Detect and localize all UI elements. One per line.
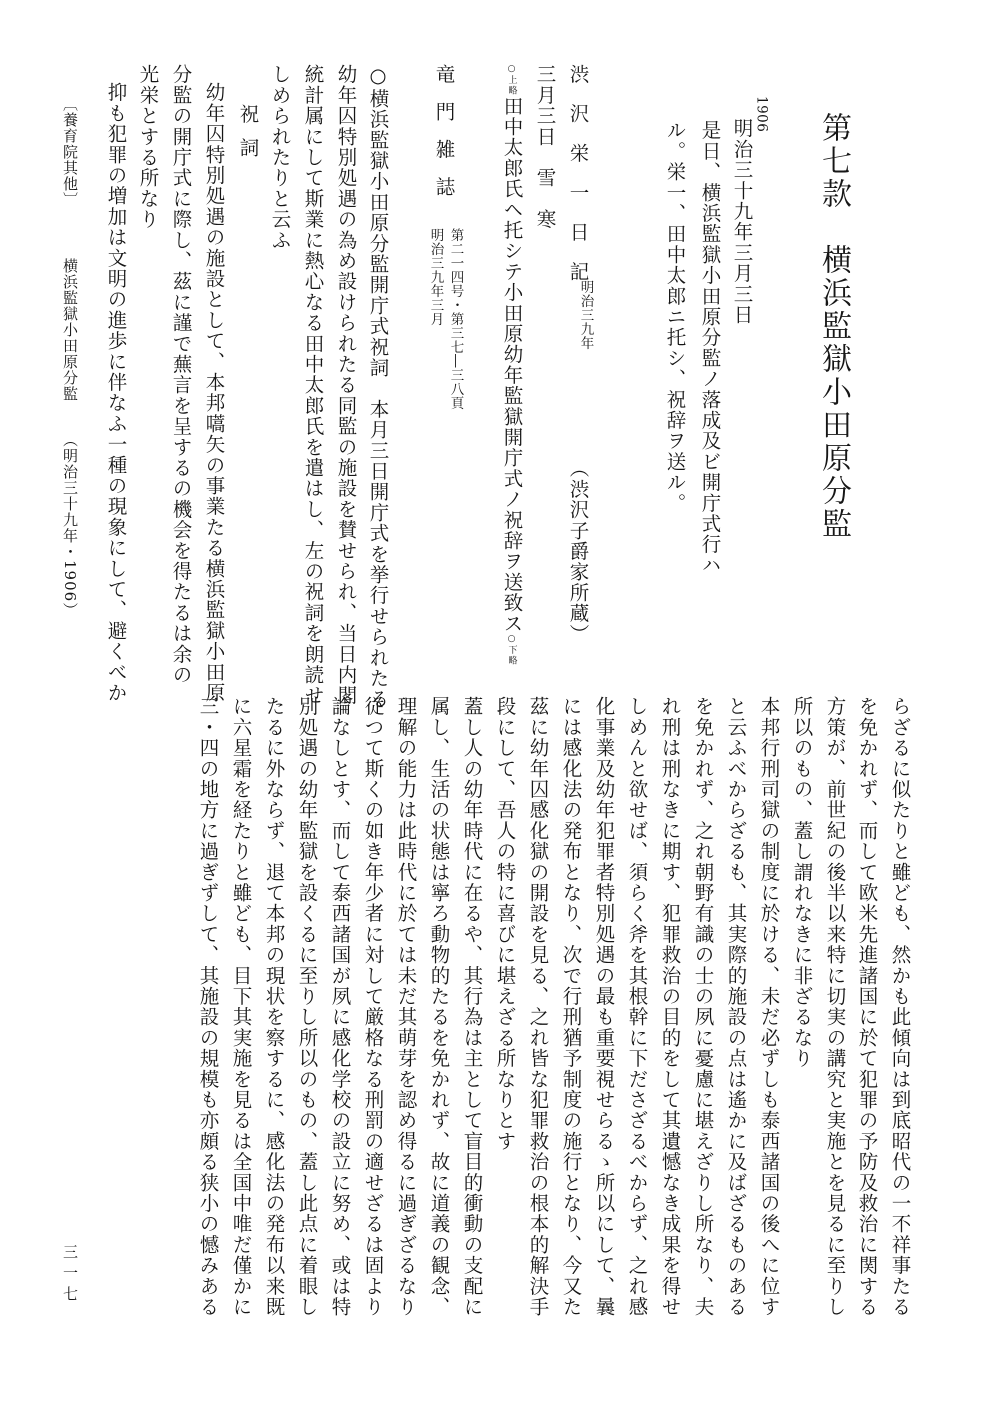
- body-column-14: 蓋し人の幼年時代に在るや、其行為は主として盲目的衝動の支配に: [460, 696, 484, 1317]
- omission-mark-bottom: ○下略: [506, 633, 517, 666]
- body-column-7: を免かれず、之れ朝野有識の士の夙に憂慮に堪えざりし所なり、夫: [691, 696, 715, 1317]
- entry-date: 明治三十九年三月三日: [730, 118, 754, 325]
- body-column-11: には感化法の発布となり、次で行刑猶予制度の施行となり、今又た: [559, 696, 583, 1317]
- shukushi-line-2: 分監の開庁式に際し、茲に謹で蕪言を呈するの機会を得たるは余の: [169, 64, 193, 685]
- body-column-18: 論なしとす、而して泰西諸国が夙に感化学校の設立に努め、或は特: [328, 696, 352, 1318]
- body-column-3: 方策が、前世紀の後半以来特に切実の講究と実施とを見るに至りし: [823, 696, 847, 1317]
- body-column-20: たるに外ならず、退て本邦の現状を察するに、感化法の発布以来既: [262, 696, 286, 1317]
- magazine-issue: 第二一四号・第三七―三八頁: [447, 228, 464, 410]
- shukushi-line-4: 抑も犯罪の増加は文明の進歩に伴なふ一種の現象にして、避くべか: [104, 82, 128, 703]
- magazine-para1-line-4: しめられたりと云ふ: [268, 64, 292, 251]
- section-title: 第七款 横浜監獄小田原分監: [816, 112, 851, 541]
- footer-category: 〔養育院其他〕: [61, 96, 79, 208]
- body-column-16: 理解の能力は此時代に於ては未だ其萌芽を認め得るに過ぎざるなり: [394, 696, 418, 1317]
- page-number: 三一七: [61, 1244, 79, 1307]
- diary-year: 明治三九年: [577, 280, 594, 350]
- shukushi-line-1: 幼年囚特別処遇の施設として、本邦嚆矢の事業たる横浜監獄小田原: [202, 82, 226, 703]
- body-column-17: 従つて斯くの如き年少者に対して厳格なる刑罰の適せざるは固より: [361, 696, 385, 1317]
- magazine-title: 竜門雑誌: [432, 64, 456, 214]
- shukushi-heading: 祝詞: [236, 104, 260, 171]
- magazine-para1-line-2: 幼年囚特別処遇の為め設けられたる同監の施設を賛せられ、当日内閣: [334, 64, 358, 706]
- entry-summary-line-2: ル。栄一、田中太郎ニ托シ、祝辞ヲ送ル。: [663, 120, 687, 514]
- body-column-12: 茲に幼年囚感化獄の開設を見る、之れ皆な犯罪救治の根本的解決手: [526, 696, 550, 1317]
- body-column-2: を免かれず、而して欧米先進諸国に於て犯罪の予防及救治に関する: [855, 696, 879, 1317]
- footer-period: （明治三十九年・1906）: [61, 432, 79, 619]
- diary-entry-body: 田中太郎氏ヘ托シテ小田原幼年監獄開庁式ノ祝辞ヲ送致ス: [500, 95, 524, 634]
- diary-entry: [502, 64, 522, 665]
- shukushi-line-3: 光栄とする所なり: [136, 64, 160, 230]
- body-column-15: 属し、生活の状態は寧ろ動物的たるを免かれず、故に道義の観念、: [427, 696, 451, 1317]
- body-column-10: 化事業及幼年犯罪者特別処遇の最も重要視せらるゝ所以にして、曩: [592, 696, 616, 1317]
- entry-summary-line-1: 是日、横浜監獄小田原分監ノ落成及ビ開庁式行ハ: [698, 120, 722, 576]
- year-note: 1906: [753, 96, 770, 133]
- body-column-19: 別処遇の幼年監獄を設くるに至りし所以のもの、蓋し此点に着眼し: [295, 696, 319, 1317]
- body-column-9: しめんと欲せば、須らく斧を其根幹に下ださざるべからず、之れ感: [625, 696, 649, 1317]
- body-column-5: 本邦行刑司獄の制度に於ける、未だ必ずしも泰西諸国の後へに位す: [757, 696, 781, 1317]
- body-column-8: れ刑は刑なきに期す、犯罪救治の目的をして其遺憾なき成果を得せ: [658, 696, 682, 1317]
- body-column-22: 三・四の地方に過ぎずして、其施設の規模も亦頗る狭小の憾みある: [196, 696, 220, 1317]
- diary-date-line: 三月三日 雪 寒: [533, 64, 557, 230]
- magazine-issue-date: 明治三九年三月: [427, 228, 444, 326]
- body-column-6: と云ふべからざるも、其実際的施設の点は遙かに及ばざるものある: [724, 696, 748, 1317]
- magazine-para1-line-3: 統計属にして斯業に熱心なる田中太郎氏を遣はし、左の祝詞を朗読せ: [301, 64, 325, 706]
- magazine-para1-line-1: ○横浜監獄小田原分監開庁式祝詞 本月三日開庁式を挙行せられたる: [366, 64, 390, 710]
- diary-title: 渋沢栄一日記: [566, 64, 590, 301]
- omission-mark-top: ○上略: [506, 64, 517, 96]
- diary-source: （渋沢子爵家所蔵）: [566, 458, 590, 645]
- body-column-1: らざるに似たりと雖ども、然かも此傾向は到底昭代の一不祥事たる: [888, 696, 912, 1317]
- body-column-13: 段にして、吾人の特に喜びに堪えざる所なりとす: [493, 696, 517, 1152]
- body-column-4: 所以のもの、蓋し謂れなきに非ざるなり: [790, 696, 814, 1069]
- body-column-21: に六星霜を経たりと雖ども、目下其実施を見るは全国中唯だ僅かに: [229, 696, 253, 1317]
- footer-running-title: 横浜監獄小田原分監: [61, 258, 79, 402]
